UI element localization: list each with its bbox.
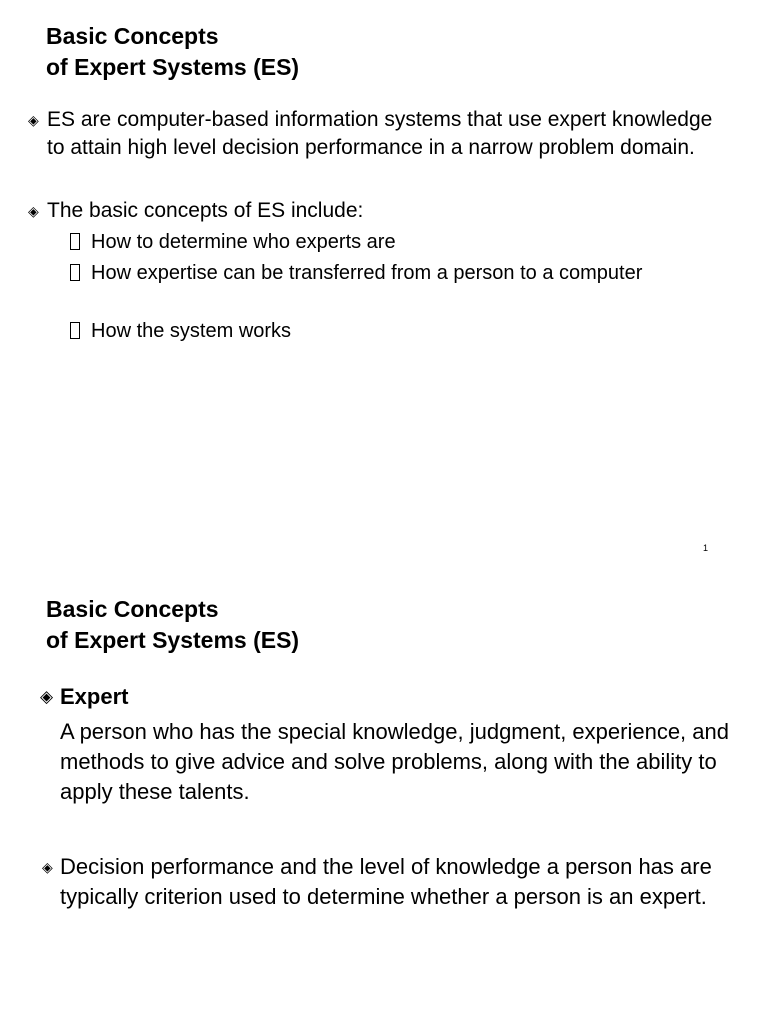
sub-bullet-text: How expertise can be transferred from a person to a computer — [91, 262, 643, 284]
expert-heading-text: Expert — [60, 684, 129, 709]
sub-bullet-text: How the system works — [91, 320, 292, 342]
box-bullet-icon — [70, 233, 80, 250]
page-number: 1 — [703, 543, 709, 553]
bullet-decision-performance — [42, 852, 752, 912]
sub-bullet-item — [70, 259, 670, 288]
bullet-es-definition — [28, 106, 728, 162]
bullet-text: Decision performance and the level of knowledge a person has are typically criterion used to determine whether a person is an expert. — [60, 854, 712, 909]
bullet-text: ES are computer-based information systems that use expert knowledge to attain high level decision performance in a narrow problem domain. — [47, 108, 713, 159]
diamond-bullet-icon: ◈ — [42, 859, 53, 875]
slide-2 — [0, 580, 768, 1024]
slide-1-title-line-1: Basic Concepts — [46, 23, 219, 49]
slide-1-title — [46, 21, 299, 83]
slide-2-title-line-2: of Expert Systems (ES) — [46, 627, 300, 653]
slide-1-title-line-2: of Expert Systems (ES) — [46, 54, 300, 80]
diamond-bullet-icon: ◈ — [28, 203, 39, 219]
box-bullet-icon — [70, 322, 80, 339]
sub-bullet-item — [70, 317, 670, 346]
slide-2-title-line-1: Basic Concepts — [46, 596, 219, 622]
bullet-basic-concepts — [28, 197, 728, 225]
expert-definition: A person who has the special knowledge, judgment, experience, and methods to give advice and solve problems, along with the ability to apply these talents. — [60, 719, 729, 804]
sub-bullet-item — [70, 228, 670, 257]
diamond-bullet-icon: ◈ — [40, 687, 54, 706]
diamond-bullet-icon: ◈ — [28, 112, 39, 128]
sub-bullet-text: How to determine who experts are — [91, 231, 396, 253]
bullet-text: The basic concepts of ES include: — [47, 199, 364, 222]
box-bullet-icon — [70, 264, 80, 281]
slide-2-title — [46, 594, 299, 656]
bullet-expert-heading — [40, 682, 128, 712]
